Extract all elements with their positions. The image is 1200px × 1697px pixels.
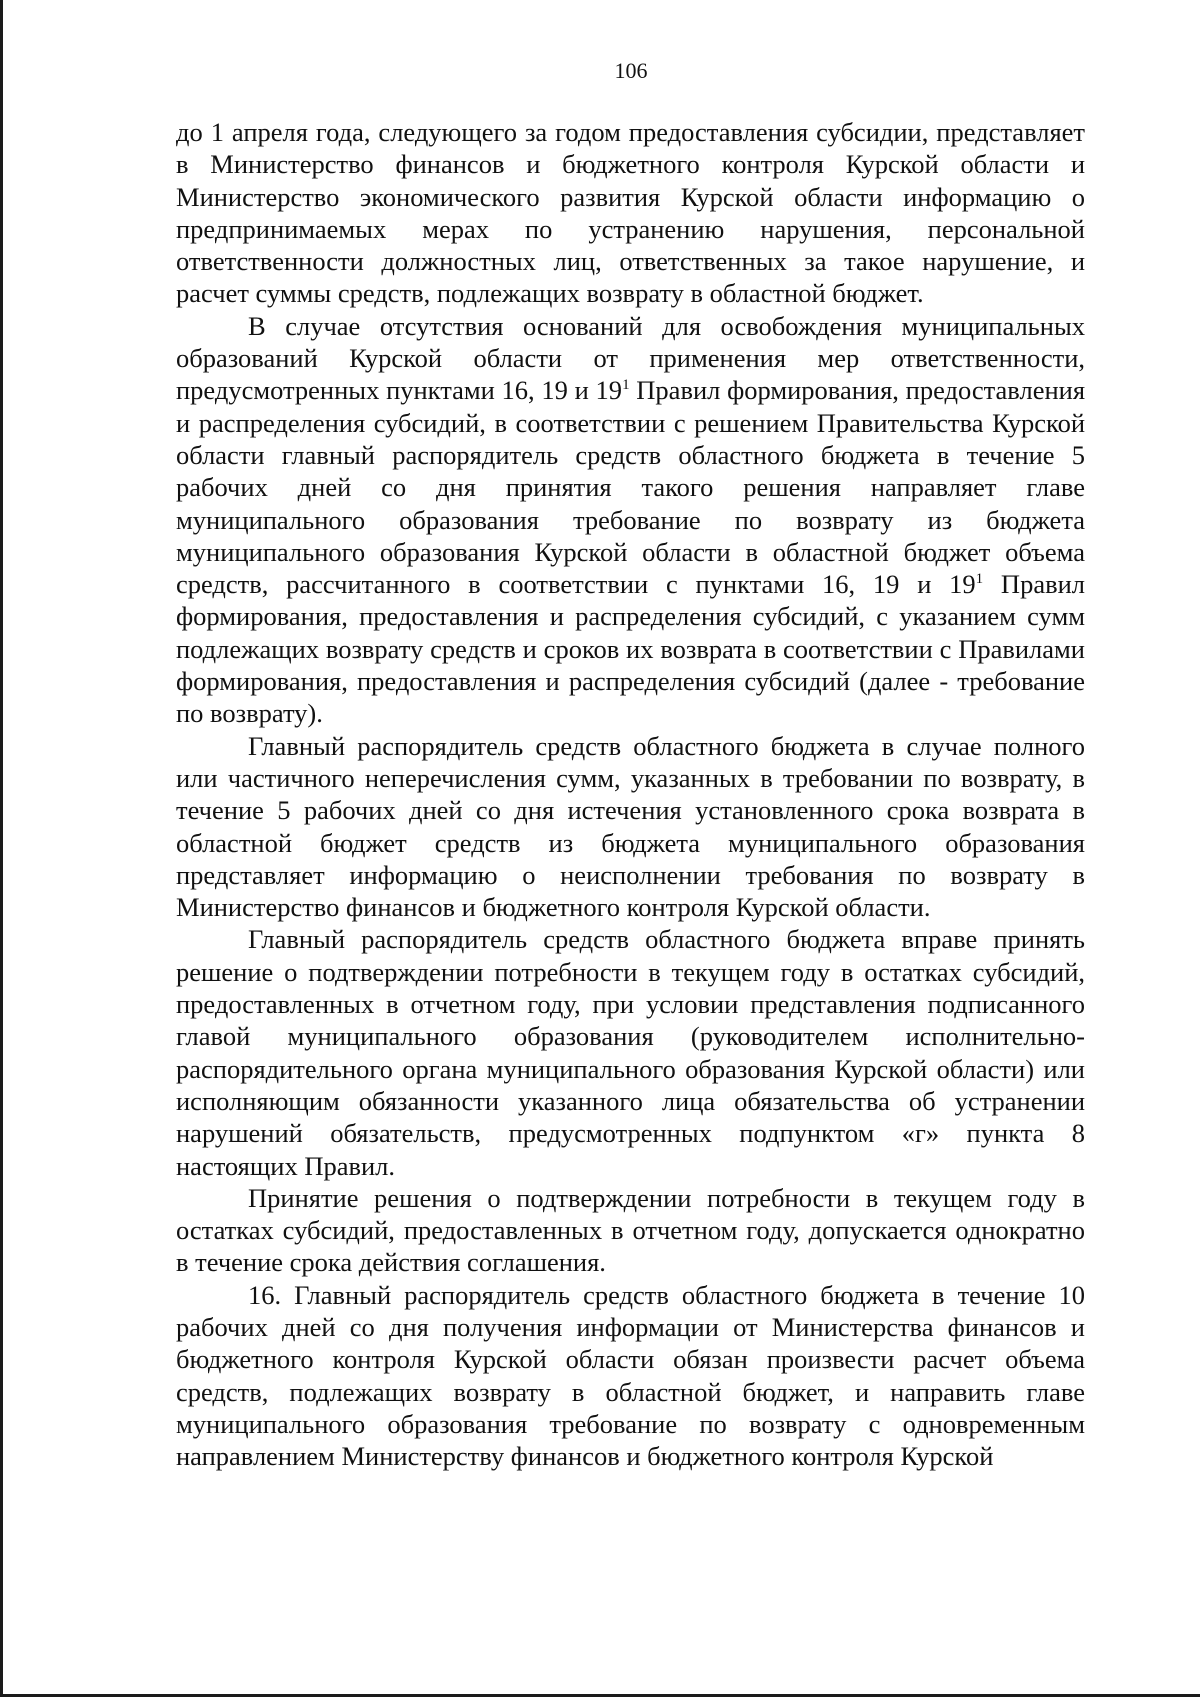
paragraph-continuation: до 1 апреля года, следующего за годом предоставления субсидии, представляет в Министерство финансов и бюджетного контроля Курской области и Министерство экономического развития Курской области информацию о предпринимаемых мерах по устранению нарушения, персональной ответственности должностных лиц, ответственных за такое нарушение, и расчет суммы средств, подлежащих возврату в областной бюджет. [176, 117, 1085, 309]
paragraph-text: Правил формирования, предоставления и распределения субсидий, с указанием сумм подлежащих возврату средств и сроков их возврата в соответствии с Правилами формирования, предоставления и распределения субсидий (далее - требование по возврату). [176, 569, 1085, 729]
paragraph-liability-exemption [176, 310, 1085, 730]
paragraph-item-16: 16. Главный распорядитель средств областного бюджета в течение 10 рабочих дней со дня получения информации от Министерства финансов и бюджетного контроля Курской области обязан произвести расчет объема средств, подлежащих возврату в областной бюджет, и направить главе муниципального образования требование по возврату с одновременным направлением Министерству финансов и бюджетного контроля Курской [176, 1279, 1085, 1472]
paragraph-text: В случае отсутствия оснований для освобождения муниципальных образований Курской области от применения мер ответственности, предусмотренных пунктами 16, 19 и 19 [176, 310, 1085, 406]
paragraph-text: Правил формирования, предоставления и распределения субсидий, в соответствии с решением Правительства Курской области главный распорядитель средств областного бюджета в течение 5 рабочих дней со дня принятия такого решения направляет главе муниципального образования требование по возврату из бюджета муниципального образования Курской области в областной бюджет объема средств, рассчитанного в соответствии с пунктами 16, 19 и 19 [176, 375, 1086, 600]
paragraph-need-confirmation: Главный распорядитель средств областного бюджета вправе принять решение о подтверждении потребности в текущем году в остатках субсидий, предоставленных в отчетном году, при условии представления подписанного главой муниципального образования (руководителем исполнительно-распорядительного органа муниципального образования Курской области) или исполняющим обязанности указанного лица обязательства об устранении нарушений обязательств, предусмотренных подпунктом «г» пункта 8 настоящих Правил. [176, 924, 1085, 1181]
paragraph-decision-once: Принятие решения о подтверждении потребности в текущем году в остатках субсидий, предоставленных в отчетном году, допускается однократно в течение срока действия соглашения. [176, 1182, 1085, 1278]
page-number: 106 [614, 58, 648, 83]
document-body [176, 116, 1085, 1472]
paragraph-non-transfer: Главный распорядитель средств областного бюджета в случае полного или частичного неперечисления сумм, указанных в требовании по возврату, в течение 5 рабочих дней со дня истечения установленного срока возврата в областной бюджет средств из бюджета муниципального образования представляет информацию о неисполнении требования по возврату в Министерство финансов и бюджетного контроля Курской области. [176, 730, 1085, 923]
superscript: 1 [622, 377, 630, 394]
superscript: 1 [975, 571, 984, 588]
